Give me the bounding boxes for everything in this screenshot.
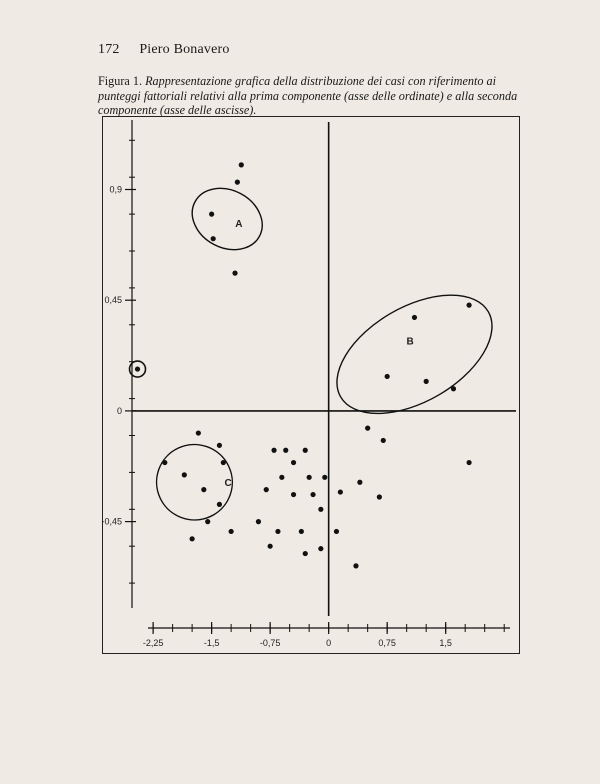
data-point xyxy=(264,487,269,492)
data-point xyxy=(424,379,429,384)
y-tick-label: 0,45 xyxy=(104,295,122,306)
y-tick-label: 0 xyxy=(116,405,122,416)
data-point xyxy=(451,386,456,391)
y-tick-label: 0,9 xyxy=(109,184,122,195)
data-point xyxy=(256,519,261,524)
cluster-label-b: B xyxy=(406,336,414,348)
data-point xyxy=(357,480,362,485)
data-point xyxy=(303,448,308,453)
x-tick-label: -0,75 xyxy=(259,638,281,648)
figure-caption-text: Rappresentazione grafica della distribuzione dei casi con riferimento ai punteggi fattoriali relativi alla prima componente (asse delle ordinate) e alla seconda componente (asse delle ascisse). xyxy=(98,74,518,117)
data-point xyxy=(232,271,237,276)
data-point xyxy=(385,374,390,379)
cluster-label-c: C xyxy=(224,478,232,490)
data-point xyxy=(310,492,315,497)
data-point xyxy=(299,529,304,534)
data-point xyxy=(466,303,471,308)
y-tick-label: -0,45 xyxy=(101,516,122,527)
data-point xyxy=(338,489,343,494)
data-point xyxy=(196,430,201,435)
data-point xyxy=(217,443,222,448)
x-tick-label: -2,25 xyxy=(142,638,164,648)
x-tick-label: 0 xyxy=(326,638,332,648)
data-point xyxy=(291,492,296,497)
data-point xyxy=(377,494,382,499)
data-point xyxy=(334,529,339,534)
data-point xyxy=(353,563,358,568)
data-point xyxy=(162,460,167,465)
cluster-ellipse-a xyxy=(181,177,272,262)
data-point xyxy=(291,460,296,465)
data-point xyxy=(201,487,206,492)
data-point xyxy=(211,236,216,241)
data-point xyxy=(279,475,284,480)
data-point xyxy=(271,448,276,453)
data-point xyxy=(229,529,234,534)
data-point xyxy=(275,529,280,534)
x-tick-label: 1,5 xyxy=(439,638,452,648)
x-tick-label: 0,75 xyxy=(378,638,396,648)
page-number: 172 xyxy=(98,42,120,57)
data-point xyxy=(303,551,308,556)
data-point xyxy=(268,544,273,549)
data-point xyxy=(135,366,140,371)
data-point xyxy=(221,460,226,465)
data-point xyxy=(235,180,240,185)
cluster-label-a: A xyxy=(235,219,243,231)
data-point xyxy=(322,475,327,480)
data-point xyxy=(239,162,244,167)
data-point xyxy=(307,475,312,480)
data-point xyxy=(190,536,195,541)
data-point xyxy=(365,426,370,431)
data-point xyxy=(318,507,323,512)
data-point xyxy=(318,546,323,551)
data-point xyxy=(412,315,417,320)
cluster-ellipse-b xyxy=(317,271,512,438)
figure-label: Figura 1. xyxy=(98,74,143,88)
data-point xyxy=(182,472,187,477)
author-name: Piero Bonavero xyxy=(139,42,230,57)
data-point xyxy=(283,448,288,453)
data-point xyxy=(217,502,222,507)
data-point xyxy=(466,460,471,465)
x-tick-label: -1,5 xyxy=(203,638,220,648)
data-point xyxy=(209,212,214,217)
data-point xyxy=(381,438,386,443)
data-point xyxy=(205,519,210,524)
